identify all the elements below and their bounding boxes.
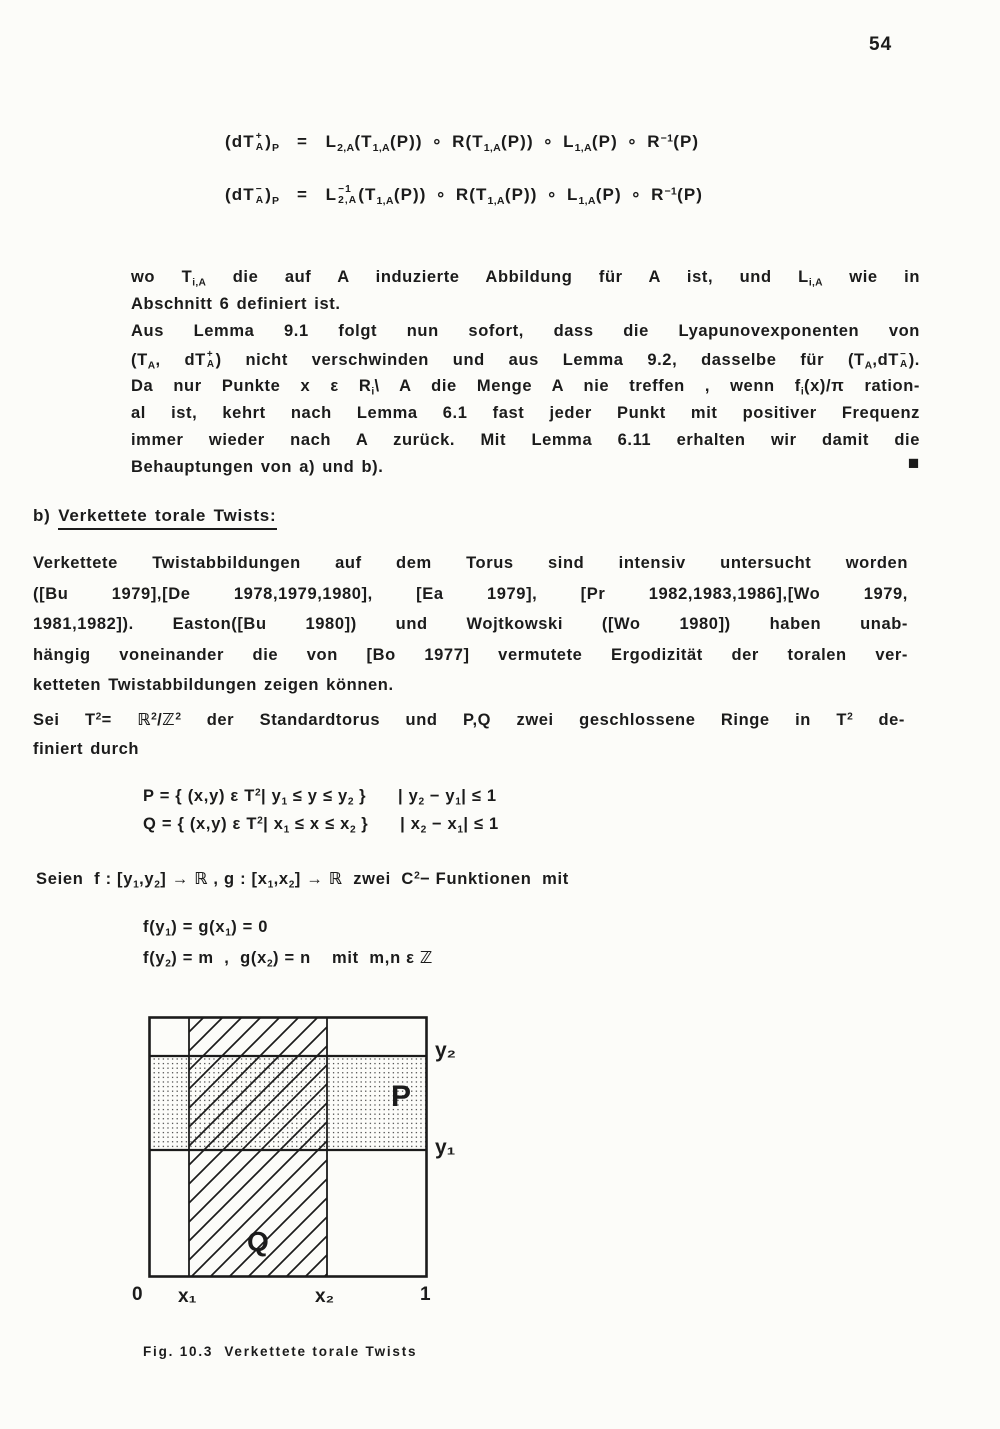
- axis-label-y2: y₂: [435, 1039, 457, 1062]
- axis-label-x1: x₁: [178, 1286, 197, 1307]
- intro-paragraph: [33, 554, 908, 707]
- intro-line-5: ketteten Twistabbildungen zeigen können.: [33, 676, 394, 695]
- proof-paragraph: [131, 268, 920, 486]
- figure-torus-diagram: [132, 1016, 457, 1307]
- proof-line-6: al ist, kehrt nach Lemma 6.1 fast jeder Punkt mit positiver Frequenz: [131, 403, 920, 422]
- torus-square-drawing: [148, 1016, 428, 1278]
- proof-line-1: wo $T_{i,A}$ die auf A induzierte Abbildung für A ist, und $L_{i,A}$ wie in: [131, 268, 920, 289]
- axis-label-one: 1: [420, 1284, 431, 1305]
- setup-line-2: finiert durch: [33, 740, 140, 758]
- section-heading-b: [33, 506, 277, 526]
- ring-p-definition: P = { (x,y) ε $T^2|$ $y_1 \le y \le y_2$ } | $y_2 - y_1| \le 1$: [143, 787, 497, 808]
- region-label-q: Q: [247, 1226, 270, 1257]
- functions-intro-line: Seien f : $[y_1,y_2]$ → ℝ , g : $[x_1,x_2]$ → ℝ zwei $C^2-$ Funktionen mit: [36, 870, 569, 891]
- qed-square: ■: [907, 453, 920, 474]
- ring-q-definition: Q = { (x,y) ε $T^2|$ $x_1 \le x \le x_2$ } | $x_2 - x_1| \le 1$: [143, 814, 499, 836]
- region-p-dotted: [150, 1056, 426, 1150]
- proof-line-3: Aus Lemma 9.1 folgt nun sofort, dass die Lyapunovexponenten von: [131, 322, 920, 341]
- section-prefix: b): [33, 506, 51, 525]
- proof-line-8: Behauptungen von a) und b).: [131, 458, 384, 477]
- function-conditions: [143, 918, 433, 978]
- setup-line-1: Sei $T^2=$ ℝ$^2$/ℤ$^2$ der Standardtorus und P,Q zwei geschlossene Ringe in $T^2$ de-: [33, 711, 905, 729]
- figure-caption: Fig. 10.3 Verkettete torale Twists: [143, 1344, 418, 1359]
- axis-label-y1: y₁: [435, 1136, 456, 1159]
- intro-line-1: Verkettete Twistabbildungen auf dem Torus sind intensiv untersucht worden: [33, 554, 908, 572]
- page-number: 54: [869, 34, 893, 55]
- equation-dT-plus: (dT + A )$_P = L_{2,A}(T_{1,A}(P))$ ∘ $R(T_{1,A}(P))$ ∘ $L_{1,A}(P)$ ∘ $R^{-1}(P)$: [225, 131, 700, 154]
- section-title: Verkettete torale Twists:: [58, 506, 276, 530]
- ring-definitions: [143, 787, 499, 842]
- proof-line-2: Abschnitt 6 definiert ist.: [131, 295, 341, 314]
- intro-line-4: hängig voneinander die von [Bo 1977] vermutete Ergodizität der toralen ver-: [33, 645, 908, 664]
- proof-line-7: immer wieder nach A zurück. Mit Lemma 6.11 erhalten wir damit die: [131, 431, 920, 450]
- equation-dT-minus: (dT − A )$_P = L$ −1 2,A $(T_{1,A}(P))$ ∘ $R(T_{1,A}(P))$ ∘ $L_{1,A}(P)$ ∘ $R^{-1}(P)$: [225, 184, 704, 207]
- proof-line-4: ($T_A$, dT + A ) nicht verschwinden und aus Lemma 9.2, dasselbe für ($T_A,dT$ − A ).: [131, 348, 920, 371]
- condition-line-1: $f(y_1) = g(x_1) = 0$: [143, 918, 269, 939]
- axis-label-x2: x₂: [315, 1286, 335, 1307]
- region-label-p: P: [391, 1080, 413, 1113]
- intro-line-3: 1981,1982]). Easton([Bu 1980]) und Wojtkowski ([Wo 1980]) haben unab-: [33, 615, 908, 634]
- axis-label-origin: 0: [132, 1284, 143, 1305]
- condition-line-2: $f(y_2) = m$ , $g(x_2) = n$ mit m,n ε ℤ: [143, 949, 434, 970]
- torus-setup-paragraph: [33, 710, 905, 770]
- intro-line-2: ([Bu 1979],[De 1978,1979,1980], [Ea 1979], [Pr 1982,1983,1986],[Wo 1979,: [33, 584, 908, 603]
- proof-line-5: Da nur Punkte x ε $R_i\backslash$ A die Menge A nie treffen , wenn $f_i(x)/\pi$ ration-: [131, 376, 920, 398]
